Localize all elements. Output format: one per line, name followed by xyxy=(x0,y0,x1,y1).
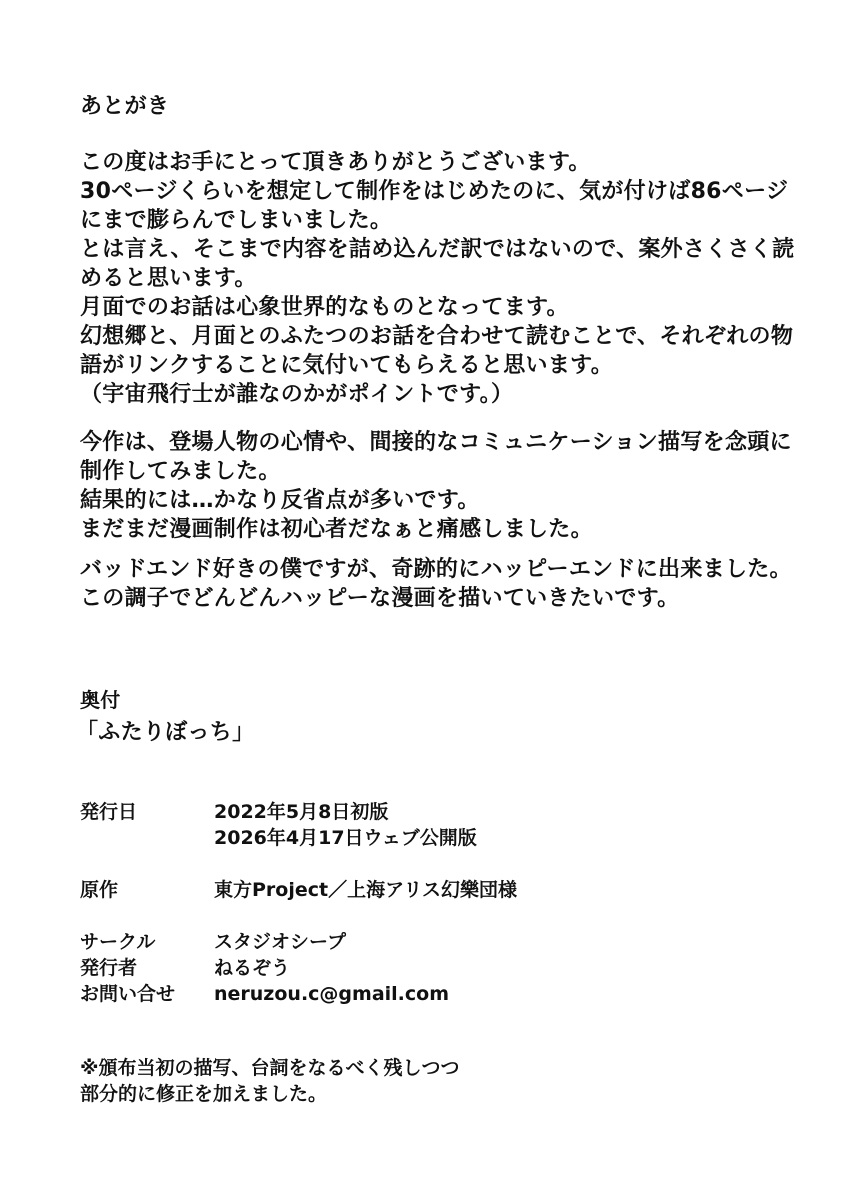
afterword-paragraph-3 xyxy=(80,428,792,544)
text-line: （宇宙飛行士が誰なのかがポイントです。） xyxy=(80,382,514,407)
text-line: まだまだ漫画制作は初心者だなぁと痛感しました。 xyxy=(80,517,593,542)
issue-date-first: 2022年5月8日初版 xyxy=(214,801,389,823)
text-line: 月面でのお話は心象世界的なものとなってます。 xyxy=(80,295,569,320)
afterword-paragraph-4 xyxy=(80,555,792,613)
afterword-title: あとがき xyxy=(80,94,170,119)
text-line: とは言え、そこまで内容を詰め込んだ訳ではないので、案外さくさく読 xyxy=(80,237,795,262)
publisher-value: ねるぞう xyxy=(214,957,291,979)
afterword-paragraph-2 xyxy=(80,293,793,409)
afterword-paragraph-1 xyxy=(80,148,794,293)
text-line: にまで膨らんでしまいました。 xyxy=(80,208,393,233)
circle-value: スタジオシープ xyxy=(214,931,347,953)
text-line: この調子でどんどんハッピーな漫画を描いていきたいです。 xyxy=(80,586,680,611)
text-line: バッドエンド好きの僕ですが、奇跡的にハッピーエンドに出来ました。 xyxy=(80,557,792,582)
original-work-value: 東方Project／上海アリス幻樂団様 xyxy=(214,879,517,901)
original-work-label: 原作 xyxy=(80,879,119,901)
colophon-heading: 奥付 xyxy=(80,688,121,712)
note-line: ※頒布当初の描写、台詞をなるべく残しつつ xyxy=(80,1057,460,1079)
publisher-label: 発行者 xyxy=(80,957,138,979)
text-line: 語がリンクすることに気付いてもらえると思います。 xyxy=(80,353,614,378)
note-line: 部分的に修正を加えました。 xyxy=(80,1083,328,1105)
revision-note xyxy=(80,1055,459,1107)
contact-label: お問い合せ xyxy=(80,983,176,1005)
issue-date-label: 発行日 xyxy=(80,801,138,823)
work-title: 「ふたりぼっち」 xyxy=(76,720,255,745)
text-line: 幻想郷と、月面とのふたつのお話を合わせて読むことで、それぞれの物 xyxy=(80,324,794,349)
text-line: めると思います。 xyxy=(80,266,257,291)
text-line: 結果的には…かなり反省点が多いです。 xyxy=(80,488,480,513)
issue-date-web: 2026年4月17日ウェブ公開版 xyxy=(214,827,477,849)
contact-email: neruzou.c@gmail.com xyxy=(214,983,450,1005)
text-line: この度はお手にとって頂きありがとうございます。 xyxy=(80,150,591,175)
circle-label: サークル xyxy=(80,931,156,953)
text-line: 今作は、登場人物の心情や、間接的なコミュニケーション描写を念頭に xyxy=(80,430,792,455)
text-line: 制作してみました。 xyxy=(80,459,281,484)
text-line: 30ページくらいを想定して制作をはじめたのに、気が付けば86ページ xyxy=(80,179,789,204)
